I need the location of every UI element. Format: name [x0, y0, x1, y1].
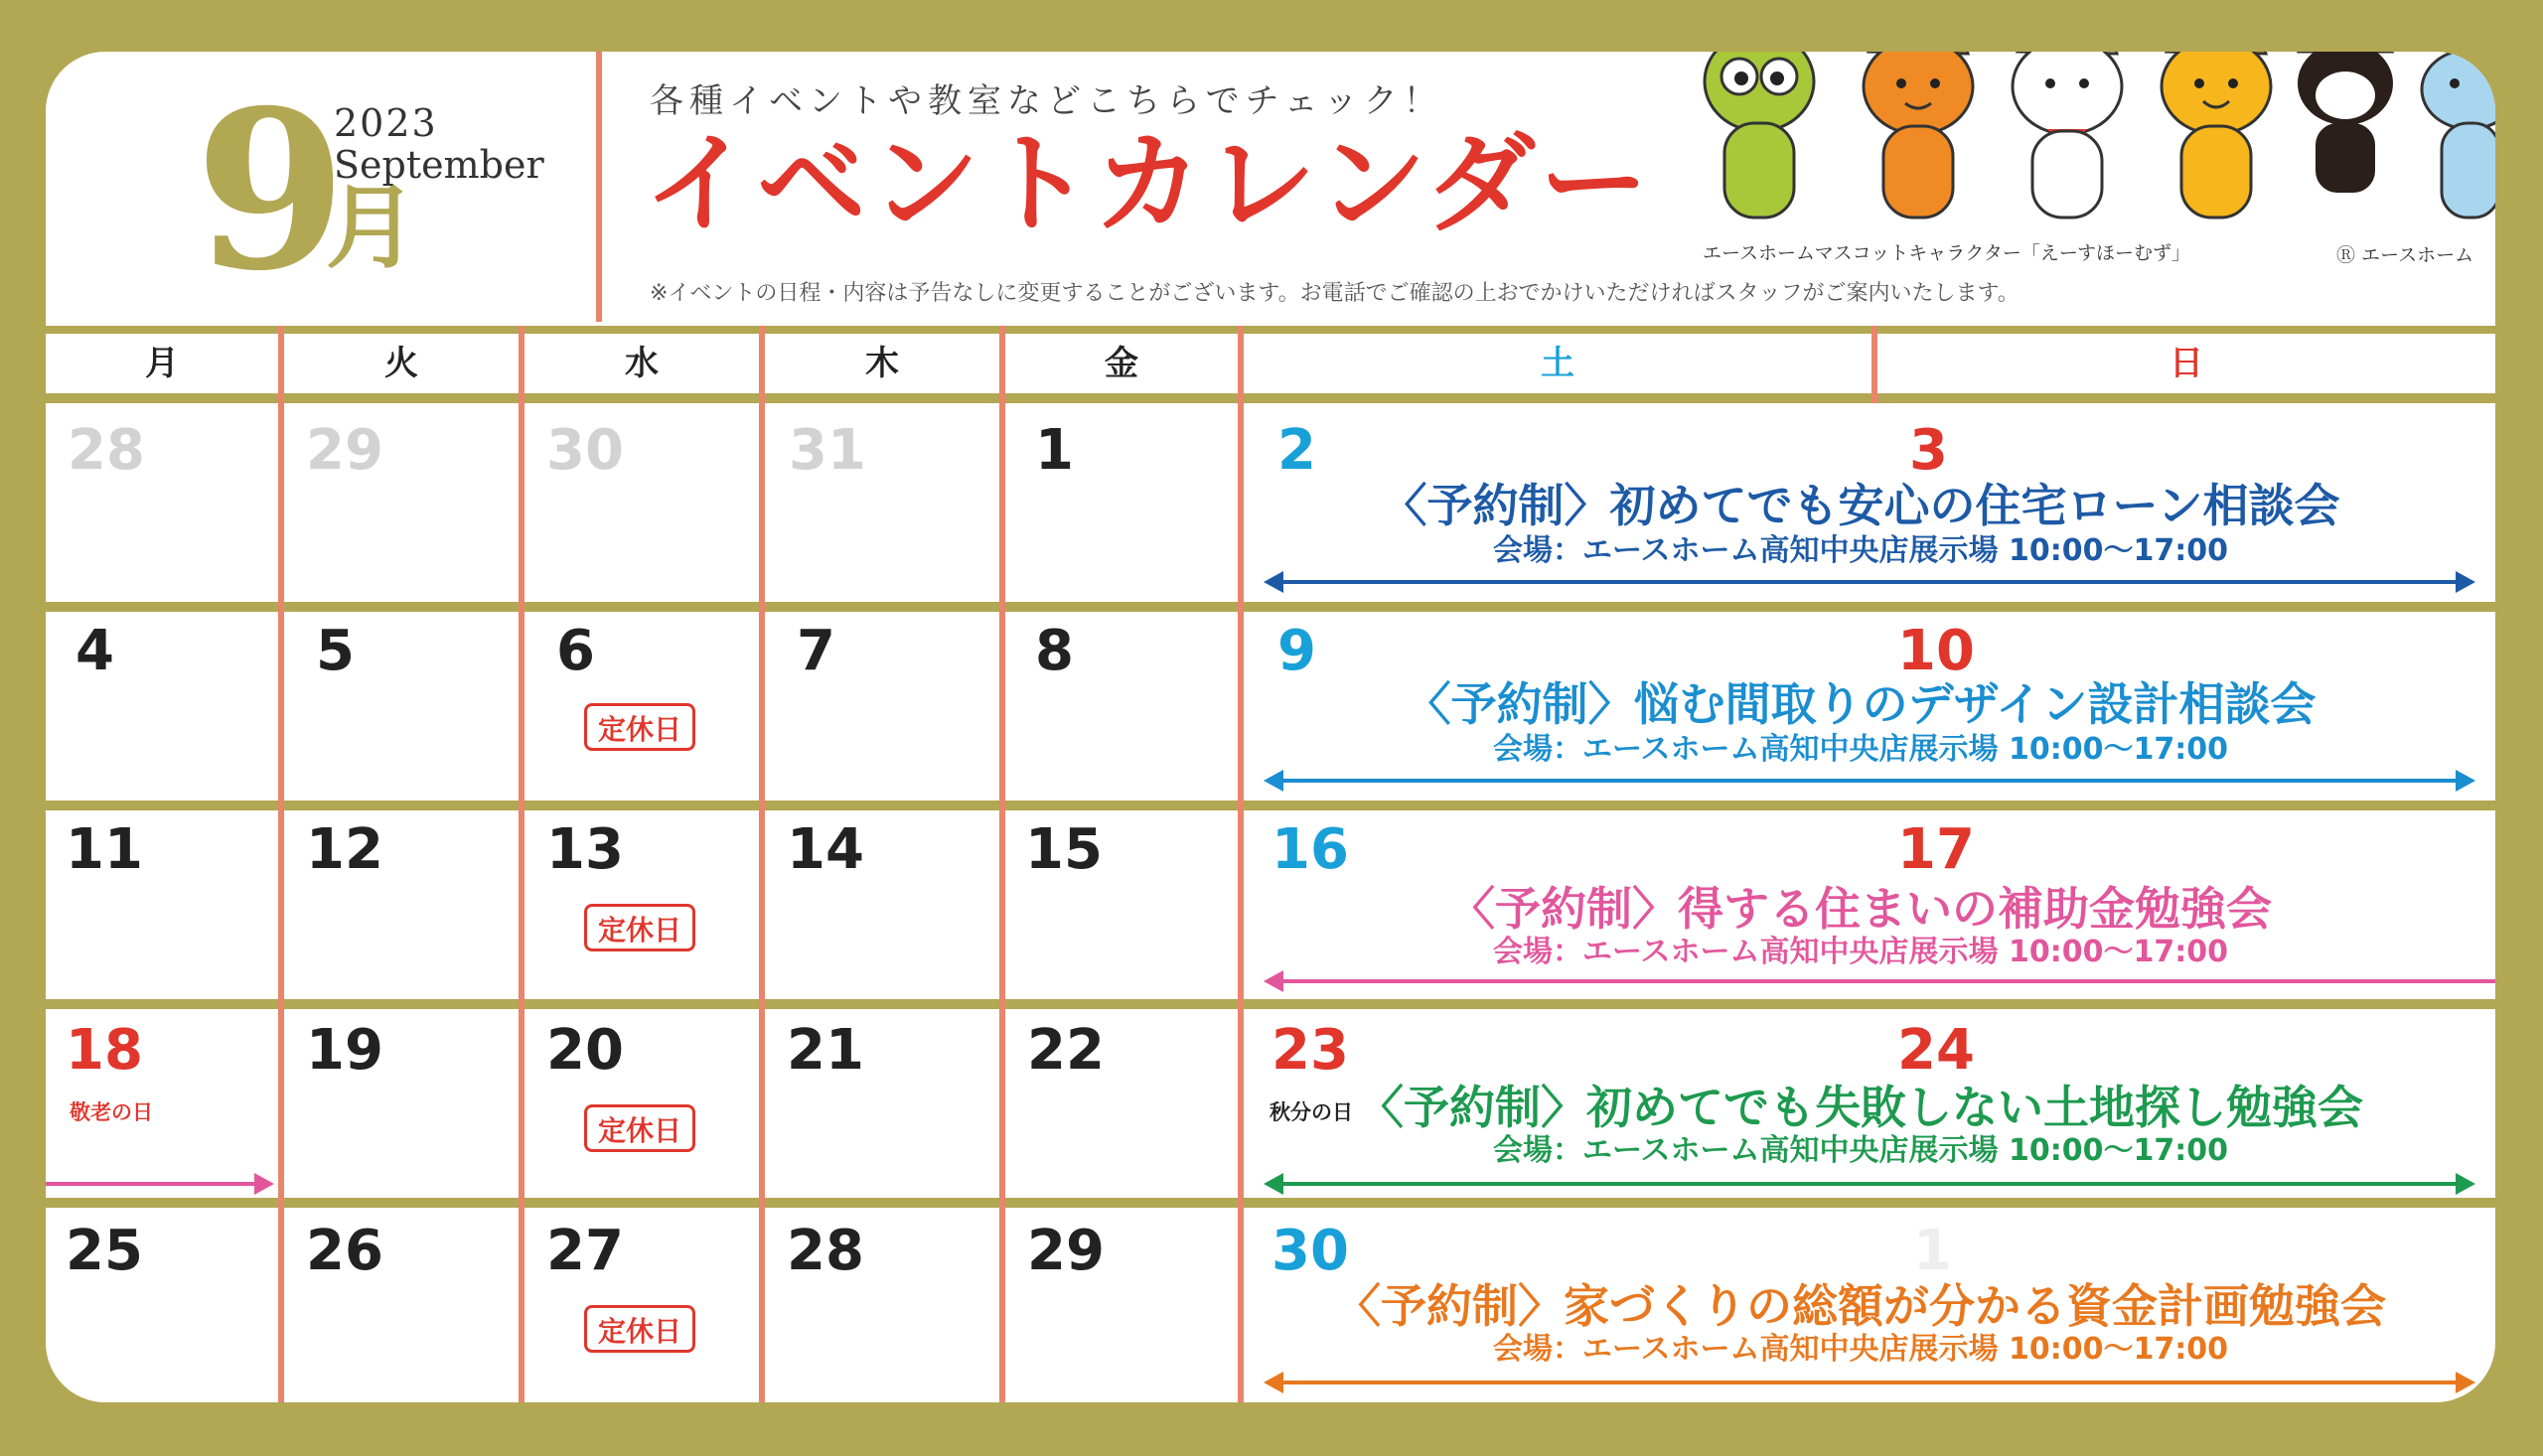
event-venue: 会場：エースホーム高知中央店展示場 10:00〜17:00 — [1493, 533, 2228, 568]
event-title[interactable]: 〈予約制〉初めてでも失敗しない土地探し勉強会 — [1358, 1081, 2363, 1134]
event-title[interactable]: 〈予約制〉得する住まいの補助金勉強会 — [1449, 882, 2272, 936]
day-number: 7 — [797, 619, 835, 683]
day-number: 20 — [546, 1018, 624, 1083]
weekday-sat: 土 — [1541, 344, 1574, 383]
day-number-next-month: 1 — [1913, 1219, 1952, 1283]
grid-divider — [759, 326, 765, 1402]
event-venue: 会場：エースホーム高知中央店展示場 10:00〜17:00 — [1493, 935, 2228, 969]
month-kanji: 月 — [326, 175, 418, 281]
day-number: 30 — [546, 418, 624, 483]
day-number-holiday: 18 — [66, 1018, 143, 1083]
day-number: 15 — [1025, 817, 1103, 882]
day-number: 14 — [787, 817, 864, 882]
day-number-saturday: 2 — [1277, 418, 1316, 483]
day-number-saturday: 9 — [1277, 619, 1316, 683]
day-number: 29 — [306, 418, 383, 483]
month-english-label: September — [334, 143, 544, 187]
grid-band — [46, 326, 2495, 334]
day-number: 6 — [556, 619, 595, 683]
closed-day-badge: 定休日 — [584, 1305, 695, 1353]
day-number: 21 — [787, 1018, 864, 1083]
grid-band — [46, 801, 2495, 810]
mascot-black-cat-icon — [2281, 52, 2410, 230]
mascot-yellow-fox-icon — [2142, 52, 2291, 230]
day-number-saturday: 16 — [1272, 817, 1349, 882]
day-number: 19 — [306, 1018, 383, 1083]
weekday-thu: 木 — [865, 344, 899, 383]
weekday-wed: 水 — [625, 344, 659, 383]
holiday-label: 敬老の日 — [70, 1100, 153, 1124]
closed-day-badge: 定休日 — [584, 1104, 695, 1152]
mascot-caption: エースホームマスコットキャラクター「えーすほーむず」 — [1703, 242, 2190, 264]
day-number-holiday: 23 — [1272, 1018, 1349, 1083]
day-number-sunday: 17 — [1897, 817, 1975, 882]
day-number: 29 — [1027, 1219, 1105, 1283]
day-number: 11 — [66, 817, 143, 882]
page-subtitle: 各種イベントや教室などこちらでチェック！ — [650, 81, 1443, 121]
event-title[interactable]: 〈予約制〉悩む間取りのデザイン設計相談会 — [1405, 677, 2317, 731]
closed-day-badge: 定休日 — [584, 703, 695, 751]
grid-band — [46, 1198, 2495, 1208]
page-title: イベントカレンダー — [644, 120, 1653, 247]
day-number: 4 — [75, 619, 114, 683]
day-number: 12 — [306, 817, 383, 882]
mascot-blue-dog-icon — [2410, 52, 2495, 230]
header-divider — [596, 52, 602, 322]
weekday-fri: 金 — [1105, 344, 1138, 383]
day-number-sunday: 10 — [1897, 619, 1975, 683]
grid-divider — [278, 326, 284, 1402]
day-number: 25 — [66, 1219, 143, 1283]
day-number: 28 — [68, 418, 145, 483]
grid-divider — [1238, 326, 1244, 1402]
day-number: 8 — [1035, 619, 1074, 683]
day-number: 28 — [787, 1219, 864, 1283]
day-number-sunday: 3 — [1909, 418, 1948, 483]
grid-divider — [999, 326, 1005, 1402]
day-number: 1 — [1035, 418, 1074, 483]
calendar-card — [46, 52, 2495, 1402]
day-number: 13 — [546, 817, 624, 882]
grid-band — [46, 393, 2495, 403]
closed-day-badge: 定休日 — [584, 904, 695, 951]
event-title[interactable]: 〈予約制〉家づくりの総額が分かる資金計画勉強会 — [1335, 1279, 2386, 1333]
day-number: 26 — [306, 1219, 383, 1283]
day-number: 27 — [546, 1219, 624, 1283]
mascot-white-dog-icon — [1993, 52, 2142, 230]
weekday-sun: 日 — [2169, 344, 2203, 383]
grid-divider — [519, 326, 524, 1402]
month-number: 9 — [195, 62, 348, 319]
event-span-arrow — [1268, 979, 2495, 983]
day-number: 5 — [316, 619, 355, 683]
holiday-label: 秋分の日 — [1270, 1100, 1353, 1124]
event-span-arrow — [1268, 779, 2471, 783]
mascot-green-cat-icon — [1685, 52, 1834, 230]
day-number: 22 — [1027, 1018, 1105, 1083]
year-label: 2023 — [334, 101, 438, 145]
event-title[interactable]: 〈予約制〉初めてでも安心の住宅ローン相談会 — [1381, 479, 2340, 532]
event-venue: 会場：エースホーム高知中央店展示場 10:00〜17:00 — [1493, 1332, 2228, 1367]
event-venue: 会場：エースホーム高知中央店展示場 10:00〜17:00 — [1493, 1133, 2228, 1168]
event-span-arrow — [1268, 1381, 2471, 1384]
event-span-arrow — [1268, 580, 2471, 584]
notice-text: ※イベントの日程・内容は予告なしに変更することがございます。お電話でご確認の上おでかけいただければスタッフがご案内いたします。 — [650, 281, 2019, 306]
event-span-arrow — [1268, 1182, 2471, 1186]
day-number-sunday: 24 — [1897, 1018, 1975, 1083]
day-number-saturday: 30 — [1272, 1219, 1349, 1283]
grid-band — [46, 999, 2495, 1009]
weekday-tue: 火 — [384, 344, 418, 383]
weekday-mon: 月 — [145, 344, 179, 383]
event-carryover-arrow — [46, 1182, 270, 1186]
grid-band — [46, 602, 2495, 612]
mascot-orange-fox-icon — [1844, 52, 1993, 230]
event-venue: 会場：エースホーム高知中央店展示場 10:00〜17:00 — [1493, 732, 2228, 767]
copyright-label: Ⓡ エースホーム — [2336, 244, 2474, 266]
day-number: 31 — [789, 418, 866, 483]
